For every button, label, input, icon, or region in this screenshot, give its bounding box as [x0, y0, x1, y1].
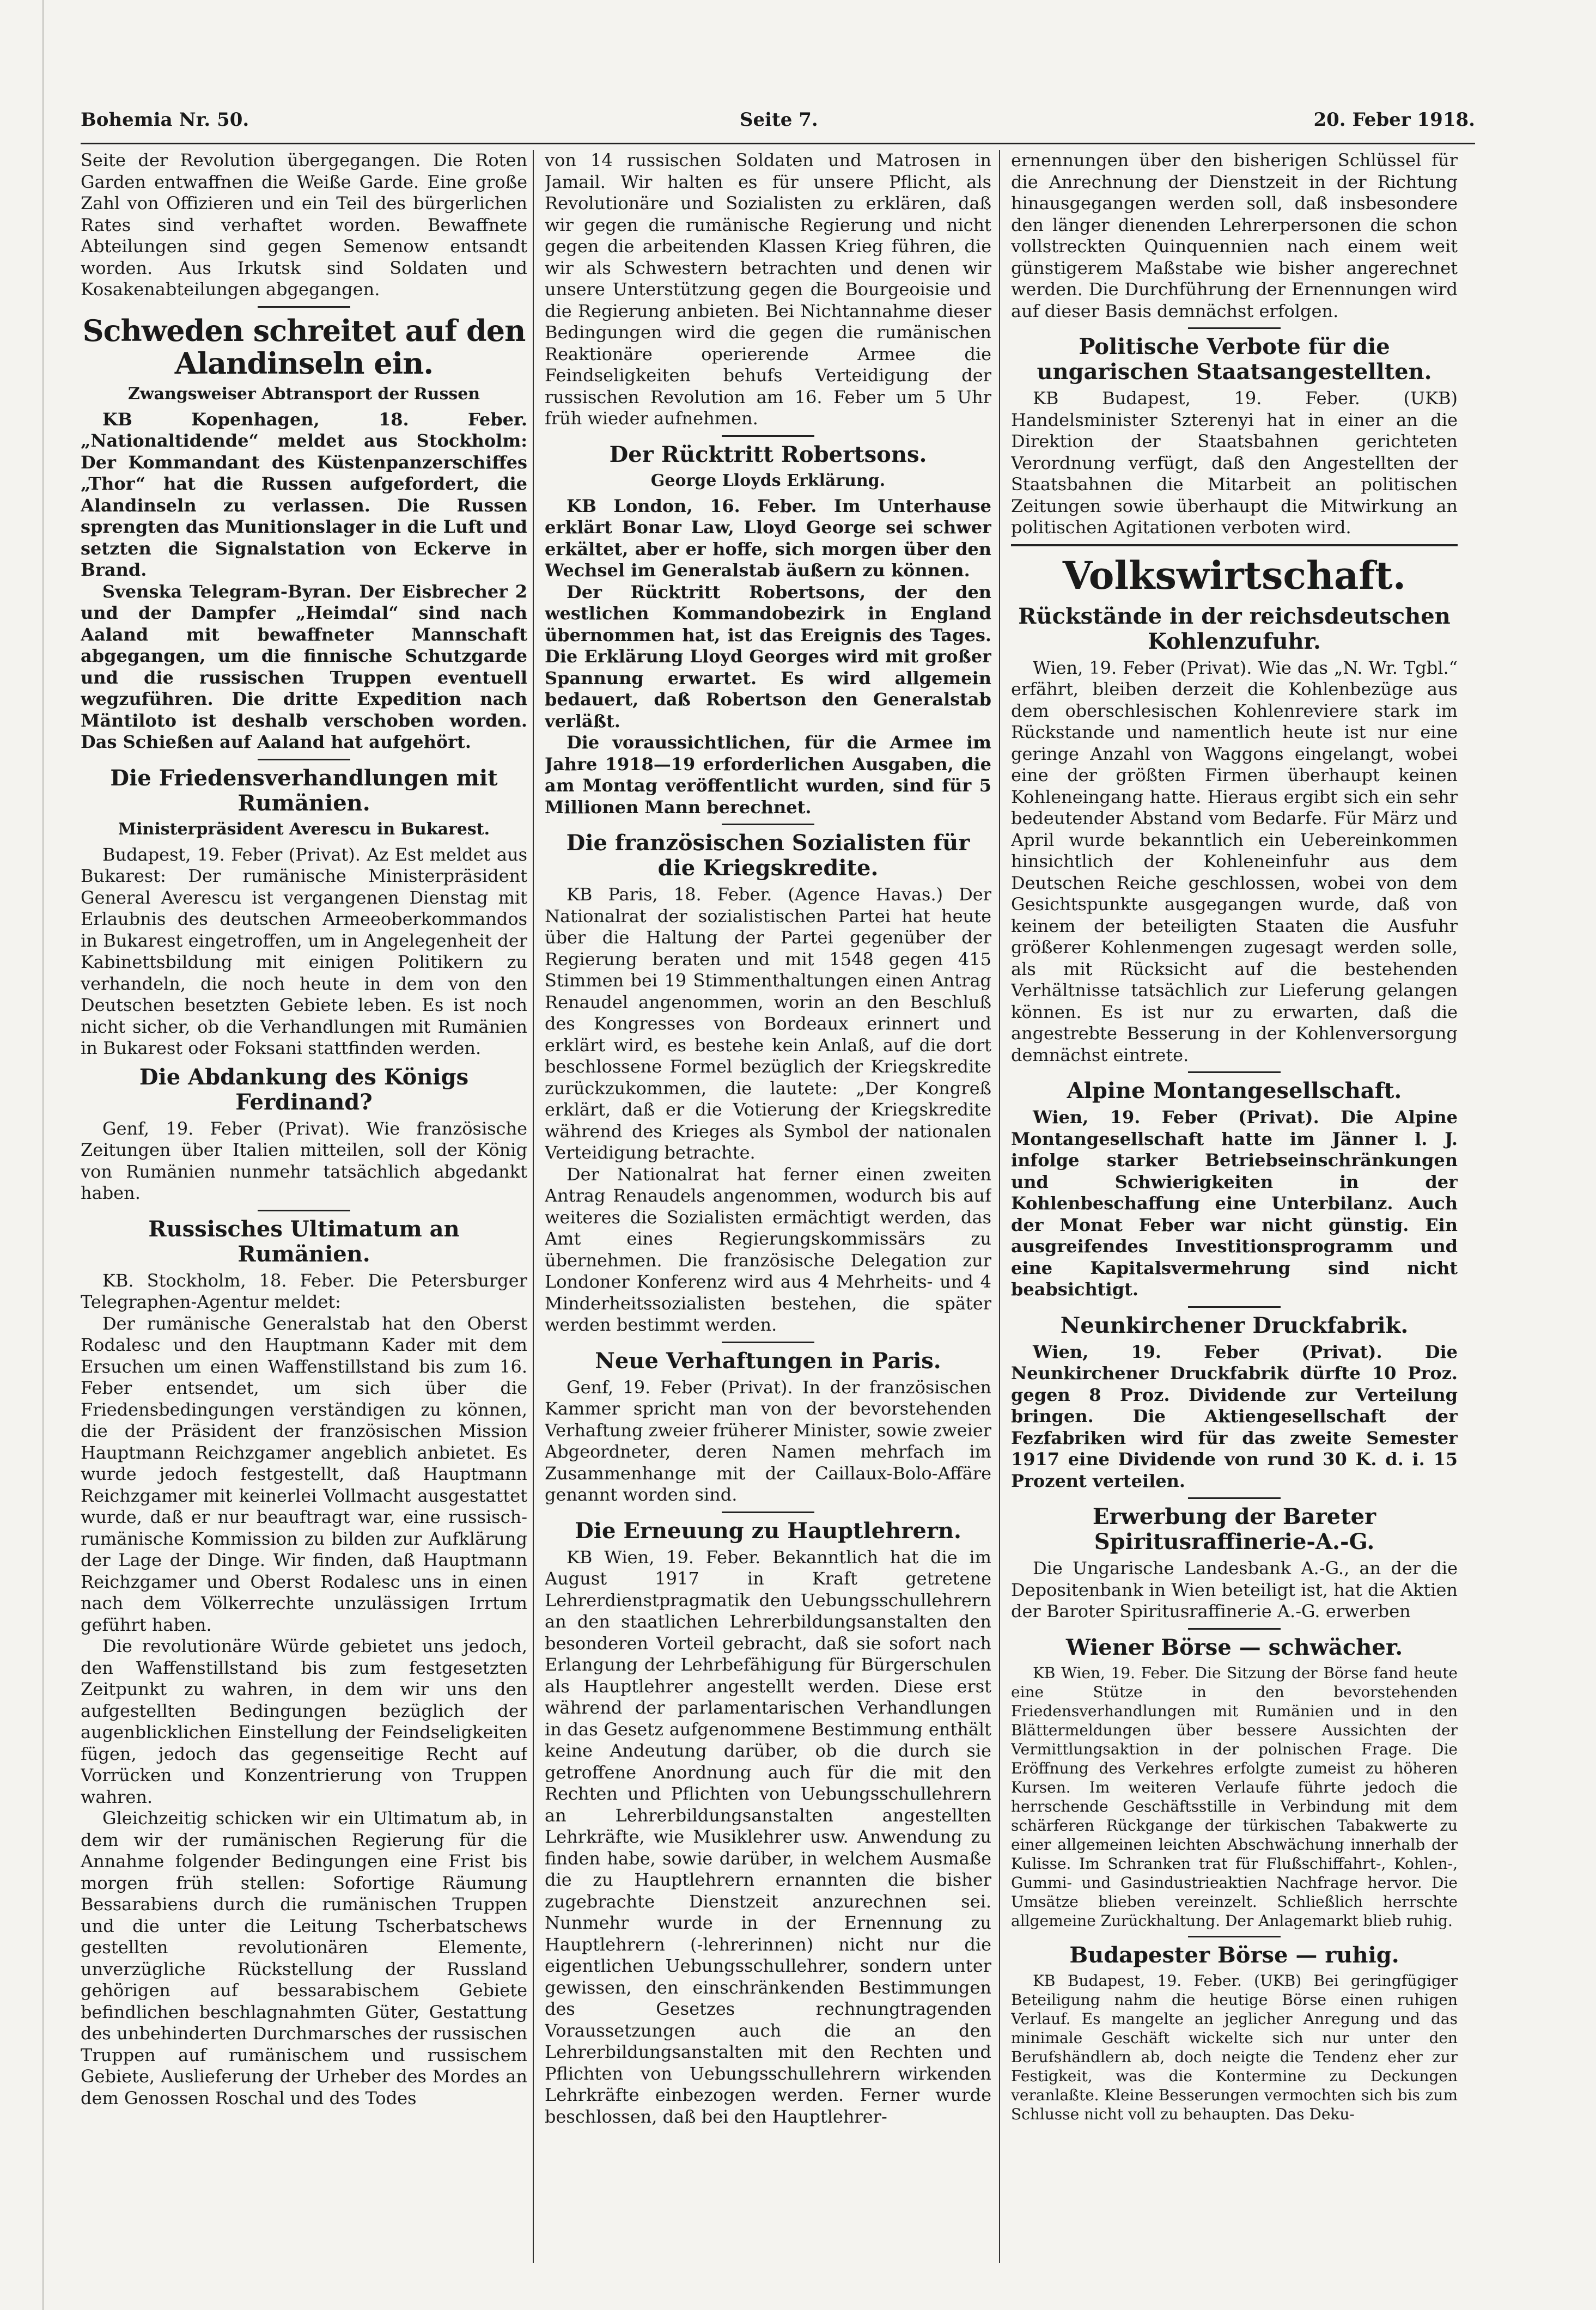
article-text: Wien, 19. Feber (Privat). Die Alpine Montangesellschaft hatte im Jänner l. J. infolge starker Betriebseinschränkungen und Schwierigkeiten in der Kohlenbeschaffung eine Unterbilanz. Auch der Monat Feber war nicht günstig. Ein ausgreifendes Investitionsprogramm und eine Kapitalsvermehrung sind nicht beabsichtigt. [1011, 1107, 1458, 1300]
page-header [81, 109, 1475, 142]
headline-frieden: Die Friedensverhandlungen mit Rumänien. [110, 765, 498, 816]
separator [722, 1342, 814, 1343]
article-text: Genf, 19. Feber (Privat). Wie französische Zeitungen über Italien mitteilen, soll der König von Rumänien nunmehr tatsächlich abgedankt haben. [81, 1118, 527, 1203]
headline-bareter: Erwerbung der Bareter Spiritusraffinerie-A.-G. [1092, 1504, 1376, 1555]
separator [258, 306, 350, 308]
article-text: KB. Stockholm, 18. Feber. Die Petersburger Telegraphen-Agentur meldet: [81, 1270, 527, 1312]
article-text: Genf, 19. Feber (Privat). In der französischen Kammer spricht man von der bevorstehenden Verhaftung zweier früherer Minister, sowie zweier Abgeordneter, deren Namen mehrfach im Zusammenhange mit der Caillaux-Bolo-Affäre genannt worden sind. [545, 1376, 991, 1505]
article-text: Wien, 19. Feber (Privat). Die Neunkirchener Druckfabrik dürfte 10 Proz. gegen 8 Proz. Dividende zur Verteilung bringen. Die Aktiengesellschaft der Fezfabriken wird für das zweite Semester 1917 eine Dividende von rund 30 K. d. i. 15 Prozent verteilen. [1011, 1341, 1458, 1491]
headline-sozialisten: Die französischen Sozialisten für die Kriegskredite. [566, 830, 970, 881]
scan-edge-line [42, 0, 44, 2310]
section-rule [1011, 544, 1458, 546]
headline-schweden: Schweden schreitet auf den Alandinseln ein. [82, 313, 526, 381]
article-text: Die voraussichtlichen, für die Armee im Jahre 1918—19 erforderlichen Ausgaben, die am Montag veröffentlicht wurden, sind für 5 Millionen Mann berechnet. [545, 732, 991, 818]
separator [258, 1210, 350, 1211]
headline-robertson: Der Rücktritt Robertsons. [609, 441, 927, 467]
headline-neunkirchen: Neunkirchener Druckfabrik. [1060, 1312, 1409, 1338]
separator [1188, 1071, 1281, 1073]
article-text: Svenska Telegram-Byran. Der Eisbrecher 2 und der Dampfer „Heimdal“ sind nach Aaland mit bewaffneter Mannschaft abgegangen, um die finnische Schutzgarde und die russischen Truppen eventuell wegzuführen. Die dritte Expedition nach Mäntiloto ist deshalb verschoben worden. Das Schießen auf Aaland hat aufgehört. [81, 581, 527, 752]
column-2 [545, 150, 991, 2260]
subheadline-robertson: George Lloyds Erklärung. [650, 471, 886, 490]
headline-budapester-boerse: Budapester Börse — ruhig. [1069, 1942, 1399, 1968]
article-text: Wien, 19. Feber (Privat). Wie das „N. Wr. Tgbl.“ erfährt, bleiben derzeit die Kohlenbezüge aus dem oberschlesischen Kohlenreviere stark im Rückstande und namentlich heute ist nur eine geringe Anzahl von Waggons eingelangt, wobei eine der größten Firmen überhaupt keinen Kohleneingang hatte. Hieraus ergibt sich ein sehr bedeutender Abstand vom Bedarfe. Für März und April wurde bekanntlich ein Uebereinkommen hinsichtlich der Kohleneinfuhr aus dem Deutschen Reiche geschlossen, wobei von dem Gesichtspunkte ausgegangen wurde, daß von keinem der beteiligten Staaten die Ausfuhr größerer Kohlenmengen zugesagt werden solle, als mit Rücksicht auf die bestehenden Verhältnisse tatsächlich zur Lieferung gelangen können. Es ist nur zu erwarten, daß die angestrebte Besserung in der Kohlenversorgung demnächst eintrete. [1011, 657, 1458, 1065]
header-date: 20. Feber 1918. [1313, 109, 1475, 131]
header-page-number: Seite 7. [740, 109, 818, 131]
article-text: Die revolutionäre Würde gebietet uns jedoch, den Waffenstillstand bis zum festgesetzten Zeitpunkt zu wahren, in dem wir uns den aufgestellten Bedingungen bezüglich der augenblicklichen Einstellung der Feindseligkeiten fügen, jedoch das gegenseitige Recht auf Vorrücken und Konzentrierung von Truppen wahren. [81, 1636, 527, 1807]
separator [722, 1511, 814, 1513]
article-text: Der rumänische Generalstab hat den Oberst Rodalesc und den Hauptmann Kader mit dem Ersuchen um einen Waffenstillstand bis zum 16. Feber entsendet, um sich über die Friedensbedingungen verständigen zu können, die der Präsident der französischen Mission Hauptmann Reichzgamer angeblich anbietet. Es wurde jedoch festgestellt, daß Hauptmann Reichzgamer mit keinerlei Vollmacht ausgestattet wurde, daß er nur beauftragt war, eine russisch-rumänische Kommission zu bilden zur Aufklärung der Lage der Dinge. Wir finden, daß Hauptmann Reichzgamer und Oberst Rodalesc uns in einen nach dem Völkerrechte unzulässigen Irrtum geführt haben. [81, 1313, 527, 1635]
article-text: von 14 russischen Soldaten und Matrosen in Jamail. Wir halten es für unsere Pflicht, als Revolutionäre und Sozialisten zu erklären, daß wir gegen die rumänische Regierung und nicht gegen die arbeitenden Klassen Krieg führen, die wir als Schwestern betrachten und denen wir unsere Unterstützung gegen die Bourgeoisie und die Regierung anbieten. Bei Nichtannahme dieser Bedingungen wird die gegen die rumänischen Reaktionäre operierende Armee die Feindseligkeiten behufs Verteidigung der russischen Revolution am 16. Feber um 5 Uhr früh wieder aufnehmen. [545, 150, 991, 429]
article-text: KB Budapest, 19. Feber. (UKB) Handelsminister Szterenyi hat in einer an die Direktion der Staatsbahnen gerichteten Verordnung verfügt, daß den Angestellten der Staatsbahnen die Mitarbeit an politischen Zeitungen sowie überhaupt die Mitwirkung an politischen Agitationen verboten wird. [1011, 388, 1458, 538]
article-text: Der Nationalrat hat ferner einen zweiten Antrag Renaudels angenommen, wodurch bis auf weiteres die Sozialisten ermächtigt werden, das Amt eines Regierungskommissärs zu übernehmen. Die französische Delegation zur Londoner Konferenz wird aus 4 Mehrheits- und 4 Minderheitssozialisten bestehen, die später werden bestimmt werden. [545, 1163, 991, 1335]
separator [1188, 1936, 1281, 1937]
article-text: KB Wien, 19. Feber. Die Sitzung der Börse fand heute eine Stütze in den bevorstehenden Friedensverhandlungen mit Rumänien und in den Blättermeldungen über bessere Aussichten der Vermittlungsaktion in der polnischen Frage. Die Eröffnung des Verkehres erfolgte zumeist zu höheren Kursen. Im weiteren Verlaufe führte jedoch die herrschende Geschäftsstille in Verbindung mit dem schärferen Rückgange der türkischen Tabakwerte zu einer allgemeinen leichten Abschwächung innerhalb der Kulisse. Im Schranken trat für Flußschiffahrt-, Kohlen-, Gummi- und Gasindustrieaktien Nachfrage hervor. Die Umsätze blieben vereinzelt. Schließlich herrschte allgemeine Zurückhaltung. Der Anlagemarkt blieb ruhig. [1011, 1663, 1458, 1930]
headline-kohle: Rückstände in der reichsdeutschen Kohlenzufuhr. [1018, 603, 1451, 654]
header-paper-number: Bohemia Nr. 50. [81, 109, 249, 131]
headline-wiener-boerse: Wiener Börse — schwächer. [1065, 1634, 1403, 1660]
separator [722, 435, 814, 437]
separator [722, 824, 814, 825]
section-title-volkswirtschaft: Volkswirtschaft. [1062, 552, 1406, 598]
article-text: Seite der Revolution übergegangen. Die Roten Garden entwaffnen die Weiße Garde. Eine große Zahl von Offizieren und ein Teil des bürgerlichen Rates sind verhaftet worden. Bewaffnete Abteilungen sind gegen Semenow entsandt worden. Aus Irkutsk sind Soldaten und Kosakenabteilungen abgegangen. [81, 150, 527, 300]
headline-abdankung: Die Abdankung des Königs Ferdinand? [139, 1064, 469, 1115]
headline-ultimatum: Russisches Ultimatum an Rumänien. [148, 1216, 460, 1267]
article-text: KB Kopenhagen, 18. Feber. „Nationaltidende“ meldet aus Stockholm: Der Kommandant des Küstenpanzerschiffes „Thor“ hat die Russen aufgefordert, die Alandinseln zu verlassen. Die Russen sprengten das Munitionslager in die Luft und setzten die Signalstation von Eckerve in Brand. [81, 409, 527, 580]
headline-hauptlehrer: Die Erneuung zu Hauptlehrern. [575, 1517, 961, 1544]
column-divider [999, 150, 1000, 2263]
article-text: Budapest, 19. Feber (Privat). Az Est meldet aus Bukarest: Der rumänische Ministerpräsident General Averescu ist vergangenen Dienstag mit Erlaubnis des deutschen Armeeoberkommandos in Bukarest eingetroffen, um in Angelegenheit der Kabinettsbildung mit einigen Politikern zu verhandeln, die noch heute in dem von den Deutschen besetzten Gebiete leben. Es ist noch nicht sicher, ob die Verhandlungen mit Rumänien in Bukarest oder Foksani stattfinden werden. [81, 844, 527, 1058]
separator [1188, 1628, 1281, 1630]
article-text: Die Ungarische Landesbank A.-G., an der die Depositenbank in Wien beteiligt ist, hat die Aktien der Baroter Spiritusraffinerie A.-G. erwerben [1011, 1558, 1458, 1622]
separator [258, 759, 350, 760]
column-3 [1011, 150, 1458, 2260]
header-rule [81, 143, 1475, 144]
headline-verhaftungen: Neue Verhaftungen in Paris. [595, 1348, 941, 1374]
article-text: Der Rücktritt Robertsons, der den westlichen Kommandobezirk in England übernommen hat, ist das Ereignis des Tages. Die Erklärung Lloyd Georges wird mit großer Spannung erwartet. Es wird allgemein bedauert, daß Robertson den Generalstab verläßt. [545, 581, 991, 732]
article-text: KB London, 16. Feber. Im Unterhause erklärt Bonar Law, Lloyd George sei schwer erkältet, aber er hoffe, sich morgen über den Wechsel im Generalstab äußern zu können. [545, 495, 991, 581]
headline-verbote: Politische Verbote für die ungarischen Staatsangestellten. [1037, 334, 1432, 385]
separator [1188, 1497, 1281, 1499]
separator [1188, 327, 1281, 329]
column-1 [81, 150, 527, 2260]
article-text: KB Paris, 18. Feber. (Agence Havas.) Der Nationalrat der sozialistischen Partei hat heute über die Haltung der Partei gegenüber der Regierung beraten und mit 1548 gegen 415 Stimmen bei 19 Stimmenthaltungen einen Antrag Renaudel angenommen, worin an den Beschluß des Kongresses von Bordeaux erinnert und erklärt wird, es bestehe kein Anlaß, auf die dort beschlossene Formel bezüglich der Kriegskredite zurückzukommen, die lautete: „Der Kongreß erklärt, daß er die Votierung der Kriegskredite während des Krieges als Symbol der nationalen Verteidigung betrachte. [545, 884, 991, 1163]
subheadline-schweden: Zwangsweiser Abtransport der Russen [127, 384, 480, 404]
headline-alpine: Alpine Montangesellschaft. [1067, 1078, 1402, 1104]
article-text: KB Budapest, 19. Feber. (UKB) Bei geringfügiger Beteiligung nahm die heutige Börse einen ruhigen Verlauf. Es mangelte an jeglicher Anregung und das minimale Geschäft wickelte sich nur unter den Berufshändlern ab, doch neigte die Tendenz eher zur Festigkeit, was die Kontermine zu Deckungen veranlaßte. Kleine Besserungen vermochten sich bis zum Schlusse nicht voll zu behaupten. Das Deku- [1011, 1971, 1458, 2123]
article-text: KB Wien, 19. Feber. Bekanntlich hat die im August 1917 in Kraft getretene Lehrerdienstpragmatik den Uebungsschullehrern an den staatlichen Lehrerbildungsanstalten den besonderen Vorteil gebracht, daß sie sofort nach Erlangung der Lehrbefähigung für Bürgerschulen als Hauptlehrer angestellt werden. Diese erst während der parlamentarischen Verhandlungen in das Gesetz aufgenommene Bestimmung enthält keine Andeutung darüber, ob die durch sie getroffene Anordnung auch für die mit den Rechten und Pflichten von Uebungsschullehrern an Lehrerbildungsanstalten angestellten Lehrkräfte, wie Musiklehrer usw. Anwendung zu finden habe, sowie darüber, in welchem Ausmaße die zu Hauptlehrern ernannten die bisher zugebrachte Dienstzeit anzurechnen sei. Nunmehr wurde in der Ernennung zu Hauptlehrern (-lehrerinnen) nicht nur die eigentlichen Uebungsschullehrer, sondern unter gewissen, den einschränkenden Bestimmungen des Gesetzes rechnungtragenden Voraussetzungen auch die an den Lehrerbildungsanstalten mit den Rechten und Pflichten von Uebungsschullehrern wirkenden Lehrkräfte einbezogen werden. Ferner wurde beschlossen, daß bei den Hauptlehrer- [545, 1546, 991, 2127]
article-text: ernennungen über den bisherigen Schlüssel für die Anrechnung der Dienstzeit in der Richtung hinausgegangen werden soll, daß insbesondere den länger dienenden Lehrerpersonen die schon vollstreckten Quinquennien nach einem weit günstigerem Maßstabe wie bisher angerechnet werden. Die Durchführung der Ernennungen wird auf dieser Basis demnächst erfolgen. [1011, 150, 1458, 321]
article-text: Gleichzeitig schicken wir ein Ultimatum ab, in dem wir der rumänischen Regierung für die Annahme folgender Bedingungen eine Frist bis morgen früh stellen: Sofortige Räumung Bessarabiens durch die rumänischen Truppen und die unter die Leitung Tscherbatschews gestellten revolutionären Elemente, unverzügliche Rückstellung der Russland gehörigen auf bessarabischem Gebiete befindlichen beschlagnahmten Güter, Gestattung des unbehinderten Durchmarsches der russischen Truppen auf rumänischem und russischem Gebiete, Auslieferung der Urheber des Mordes an dem Genossen Roschal und des Todes [81, 1808, 527, 2108]
separator [1188, 1306, 1281, 1308]
column-divider [533, 150, 534, 2263]
subheadline-frieden: Ministerpräsident Averescu in Bukarest. [118, 819, 490, 839]
